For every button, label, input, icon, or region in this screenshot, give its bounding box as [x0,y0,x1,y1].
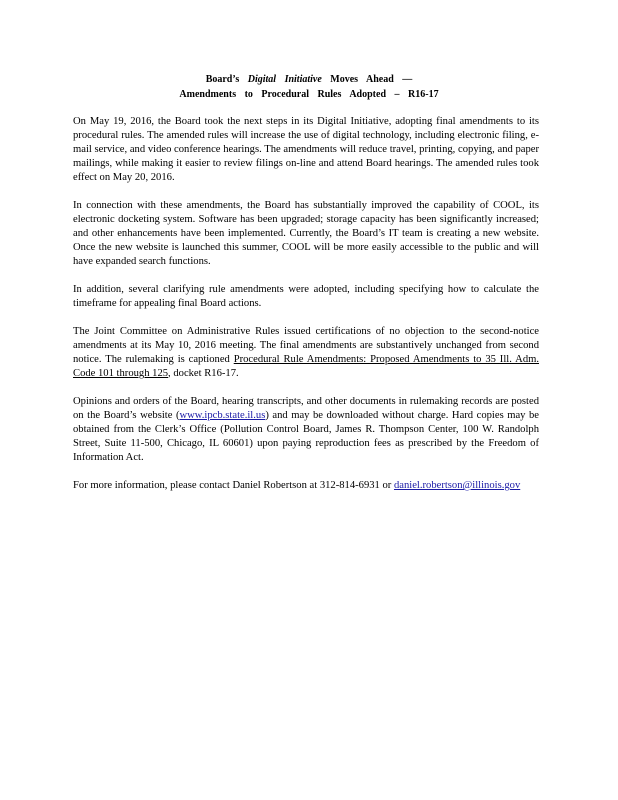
paragraph-cool-system: In connection with these amendments, the Board has substantially improved the capability of COOL, its electronic docketing system. Software has been upgraded; storage capacity has been significantly increased; and other enhancements have been implemented. Currently, the Board’s IT team is creating a new website. Once the new website is launched this summer, COOL will be more easily accessible to the public and will have expanded search functions. [73,200,539,267]
title-italic: Digital Initiative [247,74,322,85]
document-body [73,115,539,507]
title-line-1: Board’s Digital Initiative Moves Ahead — [205,74,413,85]
paragraph-contact: For more information, please contact Daniel Robertson at 312-814-6931 or daniel.robertson@illinois.gov [73,480,521,491]
rulemaking-caption: Procedural Rule Amendments: Proposed Amendments to 35 Ill. Adm. Code 101 through 125 [73,354,540,379]
paragraph-clarifying-amendments: In addition, several clarifying rule amendments were adopted, including specifying how to calculate the timeframe for appealing final Board actions. [73,284,539,309]
paragraph-documents: Opinions and orders of the Board, hearing transcripts, and other documents in rulemaking records are posted on the Board’s website (www.ipcb.state.il.us) and may be downloaded without charge. Hard copies may be obtained from the Clerk’s Office (Pollution Control Board, James R. Thompson Center, 100 W. Randolph Street, Suite 11-500, Chicago, IL 60601) upon paying reproduction fees as prescribed by the Freedom of Information Act. [73,396,539,463]
paragraph-joint-committee: The Joint Committee on Administrative Rules issued certifications of no objection to the second-notice amendments at its May 10, 2016 meeting. The final amendments are substantively unchanged from second notice. The rulemaking is captioned Procedural Rule Amendments: Proposed Amendments to 35 Ill. Adm. Code 101 through 125, docket R16-17. [73,326,540,379]
email-link[interactable]: daniel.robertson@illinois.gov [393,480,521,491]
title-line-2: Amendments to Procedural Rules Adopted – R16-17 [179,89,439,100]
document-title [0,72,618,102]
website-link[interactable]: www.ipcb.state.il.us [179,410,266,421]
paragraph-digital-initiative: On May 19, 2016, the Board took the next steps in its Digital Initiative, adopting final amendments to its procedural rules. The amended rules will increase the use of digital technology, including electronic filing, e-mail service, and video conference hearings. The amendments will reduce travel, printing, copying, and paper mailings, while making it easier to review filings on-line and attend Board hearings. The amended rules took effect on May 20, 2016. [73,116,539,183]
